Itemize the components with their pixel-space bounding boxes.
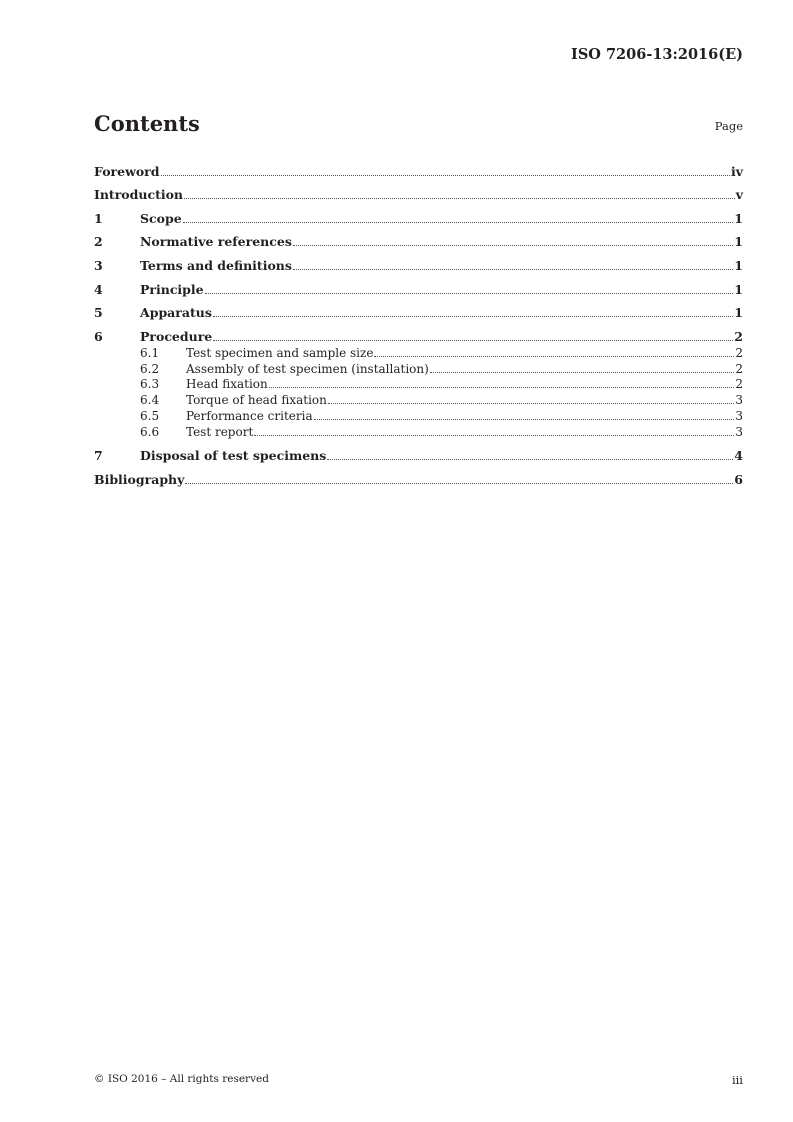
toc-entry[interactable]: [94, 273, 743, 297]
toc-entry-title: Disposal of test specimens: [140, 448, 327, 464]
toc-entry-page: 1: [734, 210, 743, 226]
dot-leader: [213, 340, 733, 341]
toc-entry-number: 1: [94, 210, 103, 226]
toc-entry-page: 2: [735, 377, 743, 392]
toc-entry-number: 5: [94, 305, 103, 321]
toc-entry-number: 6.6: [140, 425, 160, 440]
toc-entry-number: 6.3: [140, 377, 160, 392]
toc-entry-page: iv: [730, 163, 743, 179]
copyright-notice: © ISO 2016 – All rights reserved: [94, 1073, 269, 1085]
dot-leader: [213, 316, 733, 317]
toc-entry-title: Scope: [140, 210, 182, 226]
toc-entry[interactable]: [94, 202, 743, 226]
toc-entry[interactable]: [94, 344, 743, 360]
dot-leader: [185, 483, 733, 484]
page-number: iii: [731, 1073, 743, 1087]
toc-entry[interactable]: [94, 179, 743, 203]
dot-leader: [183, 222, 734, 223]
dot-leader: [269, 387, 735, 388]
toc-entry[interactable]: [94, 439, 743, 463]
toc-entry-number: 2: [94, 234, 103, 250]
toc-entry[interactable]: [94, 155, 743, 179]
document-id: ISO 7206-13:2016(E): [571, 46, 743, 63]
toc-entry-title: Assembly of test specimen (installation): [186, 361, 429, 376]
dot-leader: [184, 198, 735, 199]
toc-entry[interactable]: [94, 297, 743, 321]
dot-leader: [328, 403, 735, 404]
dot-leader: [374, 356, 734, 357]
toc-entry-title: Performance criteria: [186, 409, 313, 424]
toc-entry-title: Apparatus: [140, 305, 212, 321]
page-column-label: Page: [714, 119, 743, 133]
toc-entry[interactable]: [94, 463, 743, 487]
toc-entry[interactable]: [94, 407, 743, 423]
toc-entry[interactable]: [94, 423, 743, 439]
toc-entry-page: 1: [734, 257, 743, 273]
toc-entry-number: 6: [94, 328, 103, 344]
toc-entry-page: 6: [734, 471, 743, 487]
toc-entry[interactable]: [94, 391, 743, 407]
toc-entry-title: Normative references: [140, 234, 292, 250]
toc-entry[interactable]: [94, 376, 743, 392]
toc-entry[interactable]: [94, 360, 743, 376]
toc-entry-number: 7: [94, 448, 103, 464]
toc-entry[interactable]: [94, 249, 743, 273]
toc-entry-title: Foreword: [94, 163, 160, 179]
dot-leader: [254, 435, 734, 436]
toc-entry-title: Introduction: [94, 187, 184, 203]
toc-entry-page: 1: [734, 234, 743, 250]
toc-entry-title: Terms and definitions: [140, 257, 292, 273]
table-of-contents: [94, 155, 743, 487]
toc-entry-page: 3: [735, 425, 743, 440]
toc-entry-title: Test report: [186, 425, 254, 440]
dot-leader: [293, 245, 733, 246]
toc-entry-number: 4: [94, 281, 103, 297]
toc-entry-page: 2: [735, 345, 743, 360]
toc-entry-page: 3: [735, 393, 743, 408]
dot-leader: [327, 459, 733, 460]
toc-entry-number: 6.2: [140, 361, 160, 376]
dot-leader: [314, 419, 735, 420]
toc-entry-title: Test specimen and sample size: [186, 345, 374, 360]
toc-entry-title: Principle: [140, 281, 204, 297]
contents-heading: Contents: [94, 111, 200, 136]
toc-entry-page: 1: [734, 281, 743, 297]
toc-entry[interactable]: [94, 320, 743, 344]
toc-entry-title: Bibliography: [94, 471, 185, 487]
toc-entry-title: Torque of head fixation: [186, 393, 327, 408]
toc-entry-title: Head fixation: [186, 377, 268, 392]
dot-leader: [205, 293, 734, 294]
dot-leader: [161, 175, 730, 176]
toc-entry-title: Procedure: [140, 328, 213, 344]
toc-entry-page: 2: [734, 328, 743, 344]
toc-entry-page: 3: [735, 409, 743, 424]
toc-entry-page: 1: [734, 305, 743, 321]
dot-leader: [293, 269, 733, 270]
toc-entry-number: 6.4: [140, 393, 160, 408]
toc-entry-number: 6.5: [140, 409, 160, 424]
dot-leader: [430, 372, 735, 373]
toc-entry-page: v: [735, 187, 743, 203]
toc-entry[interactable]: [94, 226, 743, 250]
toc-entry-number: 3: [94, 257, 103, 273]
toc-entry-page: 4: [734, 448, 743, 464]
toc-entry-page: 2: [735, 361, 743, 376]
toc-entry-number: 6.1: [140, 345, 160, 360]
